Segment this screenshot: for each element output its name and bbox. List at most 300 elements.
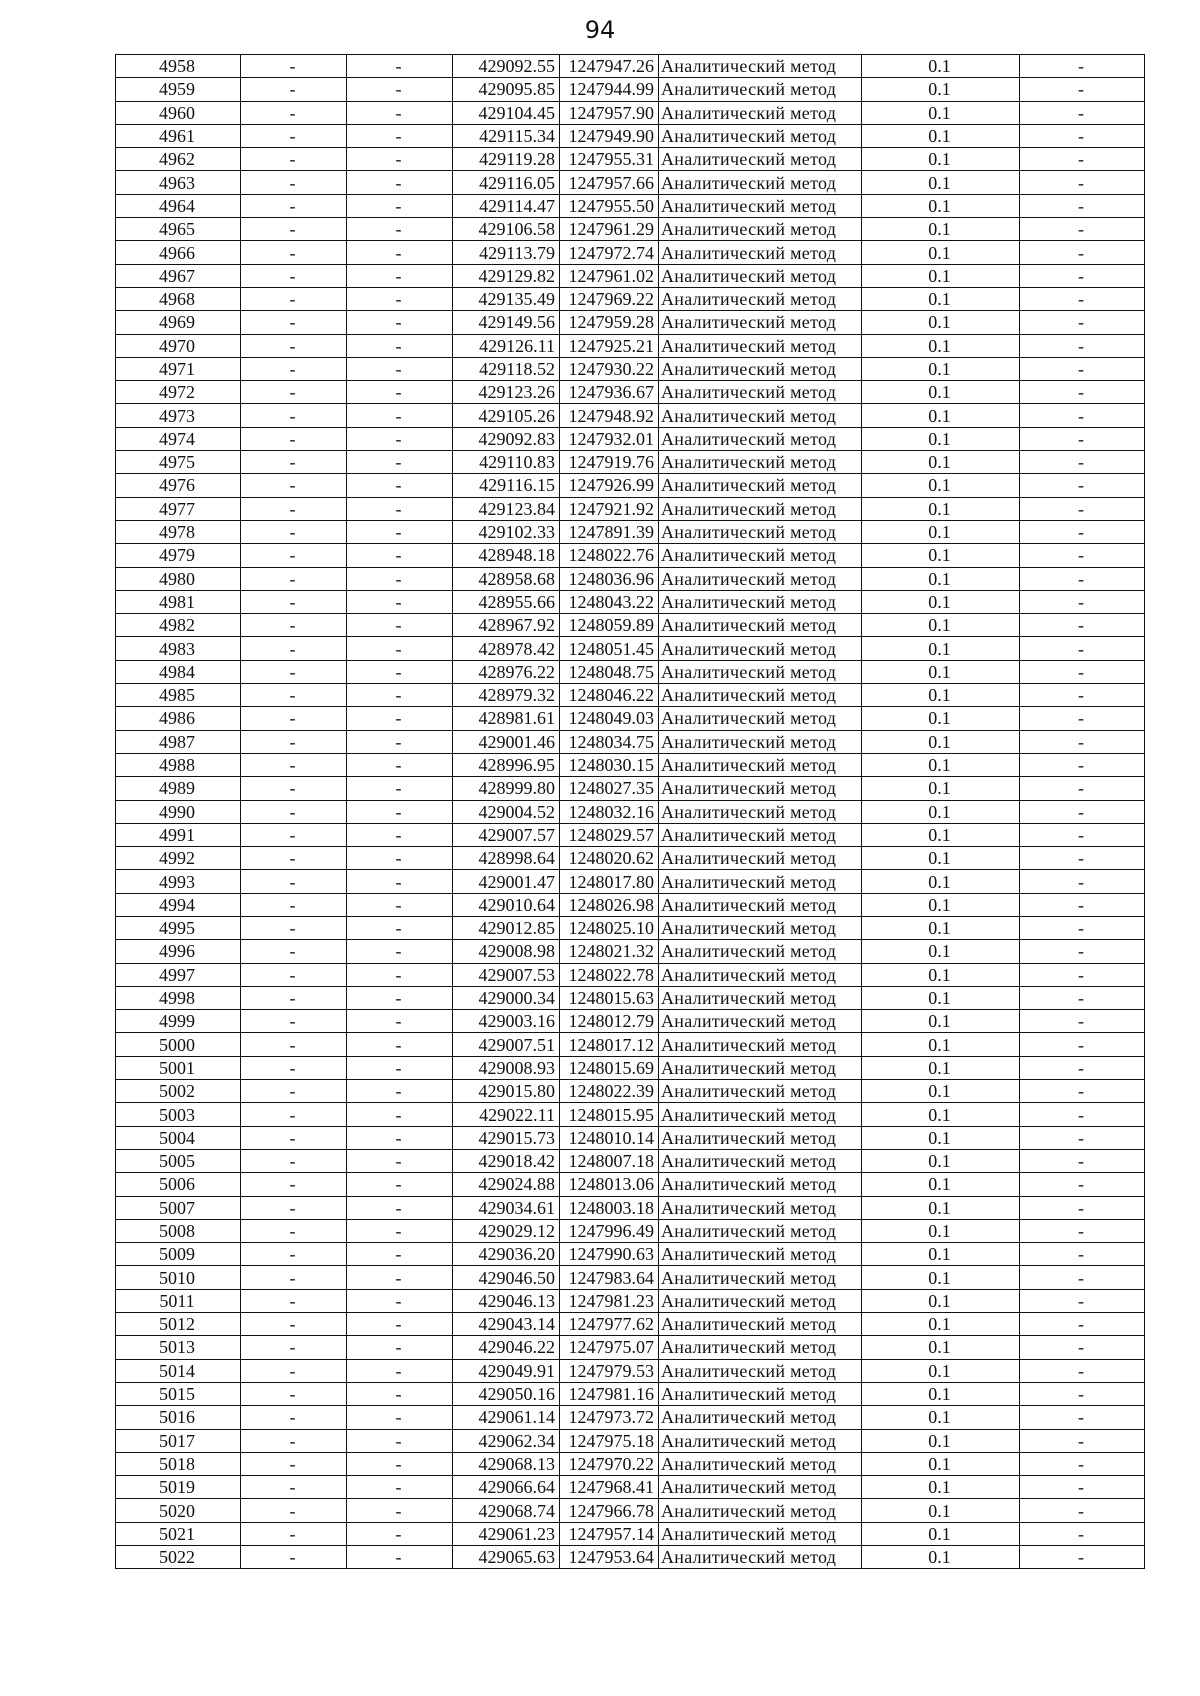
dash-cell: - [347, 264, 453, 287]
dash-cell: - [1020, 777, 1145, 800]
dash-cell: - [241, 940, 347, 963]
dash-cell: - [1020, 1522, 1145, 1545]
method-cell: Аналитический метод [659, 1056, 862, 1079]
accuracy-cell: 0.1 [862, 1452, 1020, 1475]
dash-cell: - [1020, 1452, 1145, 1475]
accuracy-cell: 0.1 [862, 241, 1020, 264]
method-cell: Аналитический метод [659, 1476, 862, 1499]
x-coordinate-cell: 429106.58 [453, 218, 560, 241]
dash-cell: - [347, 1173, 453, 1196]
dash-cell: - [1020, 334, 1145, 357]
dash-cell: - [241, 1033, 347, 1056]
dash-cell: - [347, 1313, 453, 1336]
table-row [116, 916, 1145, 939]
x-coordinate-cell: 429018.42 [453, 1149, 560, 1172]
table-row [116, 940, 1145, 963]
y-coordinate-cell: 1247970.22 [560, 1452, 659, 1475]
x-coordinate-cell: 429092.83 [453, 427, 560, 450]
method-cell: Аналитический метод [659, 381, 862, 404]
method-cell: Аналитический метод [659, 1429, 862, 1452]
accuracy-cell: 0.1 [862, 1056, 1020, 1079]
x-coordinate-cell: 429046.50 [453, 1266, 560, 1289]
accuracy-cell: 0.1 [862, 590, 1020, 613]
x-coordinate-cell: 429114.47 [453, 194, 560, 217]
dash-cell: - [241, 1149, 347, 1172]
accuracy-cell: 0.1 [862, 171, 1020, 194]
method-cell: Аналитический метод [659, 777, 862, 800]
y-coordinate-cell: 1247990.63 [560, 1243, 659, 1266]
table-row [116, 1382, 1145, 1405]
point-number-cell: 4974 [116, 427, 241, 450]
x-coordinate-cell: 429065.63 [453, 1546, 560, 1569]
dash-cell: - [1020, 1010, 1145, 1033]
accuracy-cell: 0.1 [862, 544, 1020, 567]
dash-cell: - [1020, 1149, 1145, 1172]
dash-cell: - [241, 55, 347, 78]
x-coordinate-cell: 429004.52 [453, 800, 560, 823]
accuracy-cell: 0.1 [862, 1359, 1020, 1382]
dash-cell: - [347, 1149, 453, 1172]
x-coordinate-cell: 429050.16 [453, 1382, 560, 1405]
dash-cell: - [241, 404, 347, 427]
point-number-cell: 5015 [116, 1382, 241, 1405]
table-row [116, 1149, 1145, 1172]
method-cell: Аналитический метод [659, 427, 862, 450]
table-row [116, 614, 1145, 637]
dash-cell: - [347, 1080, 453, 1103]
dash-cell: - [241, 497, 347, 520]
point-number-cell: 5017 [116, 1429, 241, 1452]
dash-cell: - [347, 590, 453, 613]
point-number-cell: 4986 [116, 707, 241, 730]
y-coordinate-cell: 1247953.64 [560, 1546, 659, 1569]
dash-cell: - [1020, 1196, 1145, 1219]
y-coordinate-cell: 1248007.18 [560, 1149, 659, 1172]
method-cell: Аналитический метод [659, 1149, 862, 1172]
y-coordinate-cell: 1248017.80 [560, 870, 659, 893]
dash-cell: - [1020, 404, 1145, 427]
method-cell: Аналитический метод [659, 1359, 862, 1382]
table-row [116, 637, 1145, 660]
dash-cell: - [1020, 870, 1145, 893]
point-number-cell: 4970 [116, 334, 241, 357]
x-coordinate-cell: 428999.80 [453, 777, 560, 800]
y-coordinate-cell: 1247977.62 [560, 1313, 659, 1336]
dash-cell: - [347, 544, 453, 567]
accuracy-cell: 0.1 [862, 1522, 1020, 1545]
point-number-cell: 4981 [116, 590, 241, 613]
dash-cell: - [1020, 520, 1145, 543]
point-number-cell: 4994 [116, 893, 241, 916]
dash-cell: - [1020, 637, 1145, 660]
dash-cell: - [241, 1243, 347, 1266]
dash-cell: - [241, 1313, 347, 1336]
method-cell: Аналитический метод [659, 847, 862, 870]
dash-cell: - [347, 1033, 453, 1056]
dash-cell: - [241, 963, 347, 986]
x-coordinate-cell: 429007.57 [453, 823, 560, 846]
dash-cell: - [1020, 1266, 1145, 1289]
y-coordinate-cell: 1248025.10 [560, 916, 659, 939]
dash-cell: - [241, 1359, 347, 1382]
y-coordinate-cell: 1247972.74 [560, 241, 659, 264]
dash-cell: - [347, 660, 453, 683]
table-row [116, 1313, 1145, 1336]
point-number-cell: 4991 [116, 823, 241, 846]
method-cell: Аналитический метод [659, 1219, 862, 1242]
method-cell: Аналитический метод [659, 614, 862, 637]
table-row [116, 1243, 1145, 1266]
x-coordinate-cell: 428948.18 [453, 544, 560, 567]
dash-cell: - [347, 287, 453, 310]
y-coordinate-cell: 1248049.03 [560, 707, 659, 730]
dash-cell: - [1020, 1243, 1145, 1266]
dash-cell: - [347, 800, 453, 823]
coordinates-table [115, 54, 1145, 1569]
point-number-cell: 4988 [116, 753, 241, 776]
method-cell: Аналитический метод [659, 823, 862, 846]
x-coordinate-cell: 429015.73 [453, 1126, 560, 1149]
x-coordinate-cell: 428996.95 [453, 753, 560, 776]
dash-cell: - [347, 218, 453, 241]
y-coordinate-cell: 1247966.78 [560, 1499, 659, 1522]
dash-cell: - [1020, 55, 1145, 78]
method-cell: Аналитический метод [659, 101, 862, 124]
dash-cell: - [347, 357, 453, 380]
dash-cell: - [1020, 148, 1145, 171]
x-coordinate-cell: 429123.26 [453, 381, 560, 404]
point-number-cell: 4987 [116, 730, 241, 753]
point-number-cell: 5014 [116, 1359, 241, 1382]
y-coordinate-cell: 1247925.21 [560, 334, 659, 357]
point-number-cell: 5002 [116, 1080, 241, 1103]
dash-cell: - [347, 637, 453, 660]
dash-cell: - [347, 1382, 453, 1405]
accuracy-cell: 0.1 [862, 660, 1020, 683]
dash-cell: - [347, 707, 453, 730]
dash-cell: - [1020, 287, 1145, 310]
accuracy-cell: 0.1 [862, 264, 1020, 287]
accuracy-cell: 0.1 [862, 381, 1020, 404]
y-coordinate-cell: 1248017.12 [560, 1033, 659, 1056]
method-cell: Аналитический метод [659, 800, 862, 823]
table-body [116, 55, 1145, 1569]
dash-cell: - [241, 800, 347, 823]
point-number-cell: 4979 [116, 544, 241, 567]
point-number-cell: 5011 [116, 1289, 241, 1312]
accuracy-cell: 0.1 [862, 1103, 1020, 1126]
dash-cell: - [241, 870, 347, 893]
point-number-cell: 4998 [116, 986, 241, 1009]
accuracy-cell: 0.1 [862, 823, 1020, 846]
method-cell: Аналитический метод [659, 404, 862, 427]
dash-cell: - [1020, 1406, 1145, 1429]
method-cell: Аналитический метод [659, 590, 862, 613]
table-row [116, 1499, 1145, 1522]
dash-cell: - [241, 1010, 347, 1033]
dash-cell: - [347, 334, 453, 357]
dash-cell: - [1020, 614, 1145, 637]
x-coordinate-cell: 429115.34 [453, 124, 560, 147]
x-coordinate-cell: 429022.11 [453, 1103, 560, 1126]
point-number-cell: 4992 [116, 847, 241, 870]
dash-cell: - [347, 847, 453, 870]
dash-cell: - [241, 1546, 347, 1569]
accuracy-cell: 0.1 [862, 893, 1020, 916]
dash-cell: - [1020, 1546, 1145, 1569]
x-coordinate-cell: 429126.11 [453, 334, 560, 357]
dash-cell: - [347, 55, 453, 78]
method-cell: Аналитический метод [659, 1173, 862, 1196]
table-row [116, 1336, 1145, 1359]
point-number-cell: 4993 [116, 870, 241, 893]
dash-cell: - [241, 427, 347, 450]
accuracy-cell: 0.1 [862, 1476, 1020, 1499]
dash-cell: - [1020, 1080, 1145, 1103]
y-coordinate-cell: 1248032.16 [560, 800, 659, 823]
y-coordinate-cell: 1248015.69 [560, 1056, 659, 1079]
table-row [116, 264, 1145, 287]
point-number-cell: 5013 [116, 1336, 241, 1359]
method-cell: Аналитический метод [659, 1196, 862, 1219]
x-coordinate-cell: 429008.98 [453, 940, 560, 963]
point-number-cell: 4985 [116, 684, 241, 707]
accuracy-cell: 0.1 [862, 777, 1020, 800]
table-row [116, 660, 1145, 683]
dash-cell: - [241, 1103, 347, 1126]
dash-cell: - [241, 124, 347, 147]
x-coordinate-cell: 429029.12 [453, 1219, 560, 1242]
dash-cell: - [347, 497, 453, 520]
point-number-cell: 4968 [116, 287, 241, 310]
y-coordinate-cell: 1248015.95 [560, 1103, 659, 1126]
method-cell: Аналитический метод [659, 707, 862, 730]
x-coordinate-cell: 429105.26 [453, 404, 560, 427]
y-coordinate-cell: 1247948.92 [560, 404, 659, 427]
point-number-cell: 4978 [116, 520, 241, 543]
y-coordinate-cell: 1248046.22 [560, 684, 659, 707]
method-cell: Аналитический метод [659, 451, 862, 474]
x-coordinate-cell: 429015.80 [453, 1080, 560, 1103]
y-coordinate-cell: 1247959.28 [560, 311, 659, 334]
dash-cell: - [1020, 730, 1145, 753]
y-coordinate-cell: 1248027.35 [560, 777, 659, 800]
method-cell: Аналитический метод [659, 1452, 862, 1475]
dash-cell: - [241, 1080, 347, 1103]
dash-cell: - [1020, 427, 1145, 450]
method-cell: Аналитический метод [659, 660, 862, 683]
accuracy-cell: 0.1 [862, 1033, 1020, 1056]
accuracy-cell: 0.1 [862, 614, 1020, 637]
point-number-cell: 5009 [116, 1243, 241, 1266]
dash-cell: - [1020, 753, 1145, 776]
x-coordinate-cell: 429034.61 [453, 1196, 560, 1219]
table-row [116, 311, 1145, 334]
dash-cell: - [1020, 101, 1145, 124]
point-number-cell: 4997 [116, 963, 241, 986]
x-coordinate-cell: 429010.64 [453, 893, 560, 916]
accuracy-cell: 0.1 [862, 1382, 1020, 1405]
dash-cell: - [241, 1056, 347, 1079]
accuracy-cell: 0.1 [862, 1429, 1020, 1452]
dash-cell: - [347, 1359, 453, 1382]
dash-cell: - [1020, 1126, 1145, 1149]
dash-cell: - [347, 1476, 453, 1499]
point-number-cell: 5008 [116, 1219, 241, 1242]
accuracy-cell: 0.1 [862, 194, 1020, 217]
method-cell: Аналитический метод [659, 1289, 862, 1312]
table-row [116, 707, 1145, 730]
x-coordinate-cell: 429007.53 [453, 963, 560, 986]
accuracy-cell: 0.1 [862, 1289, 1020, 1312]
y-coordinate-cell: 1248013.06 [560, 1173, 659, 1196]
dash-cell: - [1020, 171, 1145, 194]
point-number-cell: 4982 [116, 614, 241, 637]
dash-cell: - [347, 1196, 453, 1219]
dash-cell: - [347, 1103, 453, 1126]
x-coordinate-cell: 429003.16 [453, 1010, 560, 1033]
dash-cell: - [1020, 1033, 1145, 1056]
x-coordinate-cell: 429095.85 [453, 78, 560, 101]
point-number-cell: 4961 [116, 124, 241, 147]
accuracy-cell: 0.1 [862, 1219, 1020, 1242]
dash-cell: - [1020, 1359, 1145, 1382]
y-coordinate-cell: 1247957.14 [560, 1522, 659, 1545]
accuracy-cell: 0.1 [862, 474, 1020, 497]
method-cell: Аналитический метод [659, 148, 862, 171]
method-cell: Аналитический метод [659, 1313, 862, 1336]
method-cell: Аналитический метод [659, 497, 862, 520]
table-row [116, 1289, 1145, 1312]
table-row [116, 823, 1145, 846]
accuracy-cell: 0.1 [862, 1173, 1020, 1196]
x-coordinate-cell: 429068.13 [453, 1452, 560, 1475]
point-number-cell: 4962 [116, 148, 241, 171]
dash-cell: - [241, 847, 347, 870]
table-row [116, 684, 1145, 707]
dash-cell: - [1020, 590, 1145, 613]
point-number-cell: 5000 [116, 1033, 241, 1056]
point-number-cell: 5004 [116, 1126, 241, 1149]
dash-cell: - [1020, 78, 1145, 101]
accuracy-cell: 0.1 [862, 847, 1020, 870]
dash-cell: - [347, 1499, 453, 1522]
point-number-cell: 5019 [116, 1476, 241, 1499]
x-coordinate-cell: 429001.46 [453, 730, 560, 753]
method-cell: Аналитический метод [659, 474, 862, 497]
point-number-cell: 4980 [116, 567, 241, 590]
point-number-cell: 4964 [116, 194, 241, 217]
table-row [116, 1476, 1145, 1499]
y-coordinate-cell: 1247891.39 [560, 520, 659, 543]
table-row [116, 427, 1145, 450]
dash-cell: - [1020, 544, 1145, 567]
table-row [116, 1080, 1145, 1103]
dash-cell: - [347, 1522, 453, 1545]
table-row [116, 404, 1145, 427]
dash-cell: - [241, 287, 347, 310]
x-coordinate-cell: 429119.28 [453, 148, 560, 171]
point-number-cell: 4965 [116, 218, 241, 241]
point-number-cell: 4999 [116, 1010, 241, 1033]
dash-cell: - [241, 1406, 347, 1429]
dash-cell: - [347, 311, 453, 334]
table-row [116, 474, 1145, 497]
table-row [116, 1266, 1145, 1289]
dash-cell: - [1020, 264, 1145, 287]
dash-cell: - [241, 753, 347, 776]
method-cell: Аналитический метод [659, 893, 862, 916]
table-row [116, 1033, 1145, 1056]
method-cell: Аналитический метод [659, 264, 862, 287]
table-row [116, 1359, 1145, 1382]
point-number-cell: 5012 [116, 1313, 241, 1336]
x-coordinate-cell: 429066.64 [453, 1476, 560, 1499]
accuracy-cell: 0.1 [862, 1266, 1020, 1289]
table-row [116, 1196, 1145, 1219]
method-cell: Аналитический метод [659, 124, 862, 147]
dash-cell: - [347, 148, 453, 171]
dash-cell: - [241, 893, 347, 916]
method-cell: Аналитический метод [659, 241, 862, 264]
point-number-cell: 4990 [116, 800, 241, 823]
table-row [116, 893, 1145, 916]
method-cell: Аналитический метод [659, 1382, 862, 1405]
dash-cell: - [347, 241, 453, 264]
dash-cell: - [241, 1382, 347, 1405]
accuracy-cell: 0.1 [862, 1336, 1020, 1359]
dash-cell: - [1020, 823, 1145, 846]
x-coordinate-cell: 429104.45 [453, 101, 560, 124]
y-coordinate-cell: 1247975.18 [560, 1429, 659, 1452]
accuracy-cell: 0.1 [862, 707, 1020, 730]
point-number-cell: 5018 [116, 1452, 241, 1475]
y-coordinate-cell: 1248029.57 [560, 823, 659, 846]
dash-cell: - [1020, 1289, 1145, 1312]
x-coordinate-cell: 429102.33 [453, 520, 560, 543]
table-row [116, 171, 1145, 194]
y-coordinate-cell: 1248026.98 [560, 893, 659, 916]
table-row [116, 218, 1145, 241]
y-coordinate-cell: 1247936.67 [560, 381, 659, 404]
accuracy-cell: 0.1 [862, 1406, 1020, 1429]
dash-cell: - [1020, 1173, 1145, 1196]
accuracy-cell: 0.1 [862, 404, 1020, 427]
y-coordinate-cell: 1248051.45 [560, 637, 659, 660]
accuracy-cell: 0.1 [862, 55, 1020, 78]
dash-cell: - [347, 730, 453, 753]
dash-cell: - [347, 78, 453, 101]
dash-cell: - [347, 916, 453, 939]
x-coordinate-cell: 429149.56 [453, 311, 560, 334]
point-number-cell: 5006 [116, 1173, 241, 1196]
method-cell: Аналитический метод [659, 334, 862, 357]
accuracy-cell: 0.1 [862, 940, 1020, 963]
table-row [116, 1546, 1145, 1569]
dash-cell: - [347, 893, 453, 916]
dash-cell: - [1020, 311, 1145, 334]
table-row [116, 1522, 1145, 1545]
y-coordinate-cell: 1247968.41 [560, 1476, 659, 1499]
dash-cell: - [241, 660, 347, 683]
table-row [116, 334, 1145, 357]
y-coordinate-cell: 1248034.75 [560, 730, 659, 753]
point-number-cell: 4971 [116, 357, 241, 380]
dash-cell: - [1020, 940, 1145, 963]
table-row [116, 520, 1145, 543]
x-coordinate-cell: 429024.88 [453, 1173, 560, 1196]
table-row [116, 870, 1145, 893]
